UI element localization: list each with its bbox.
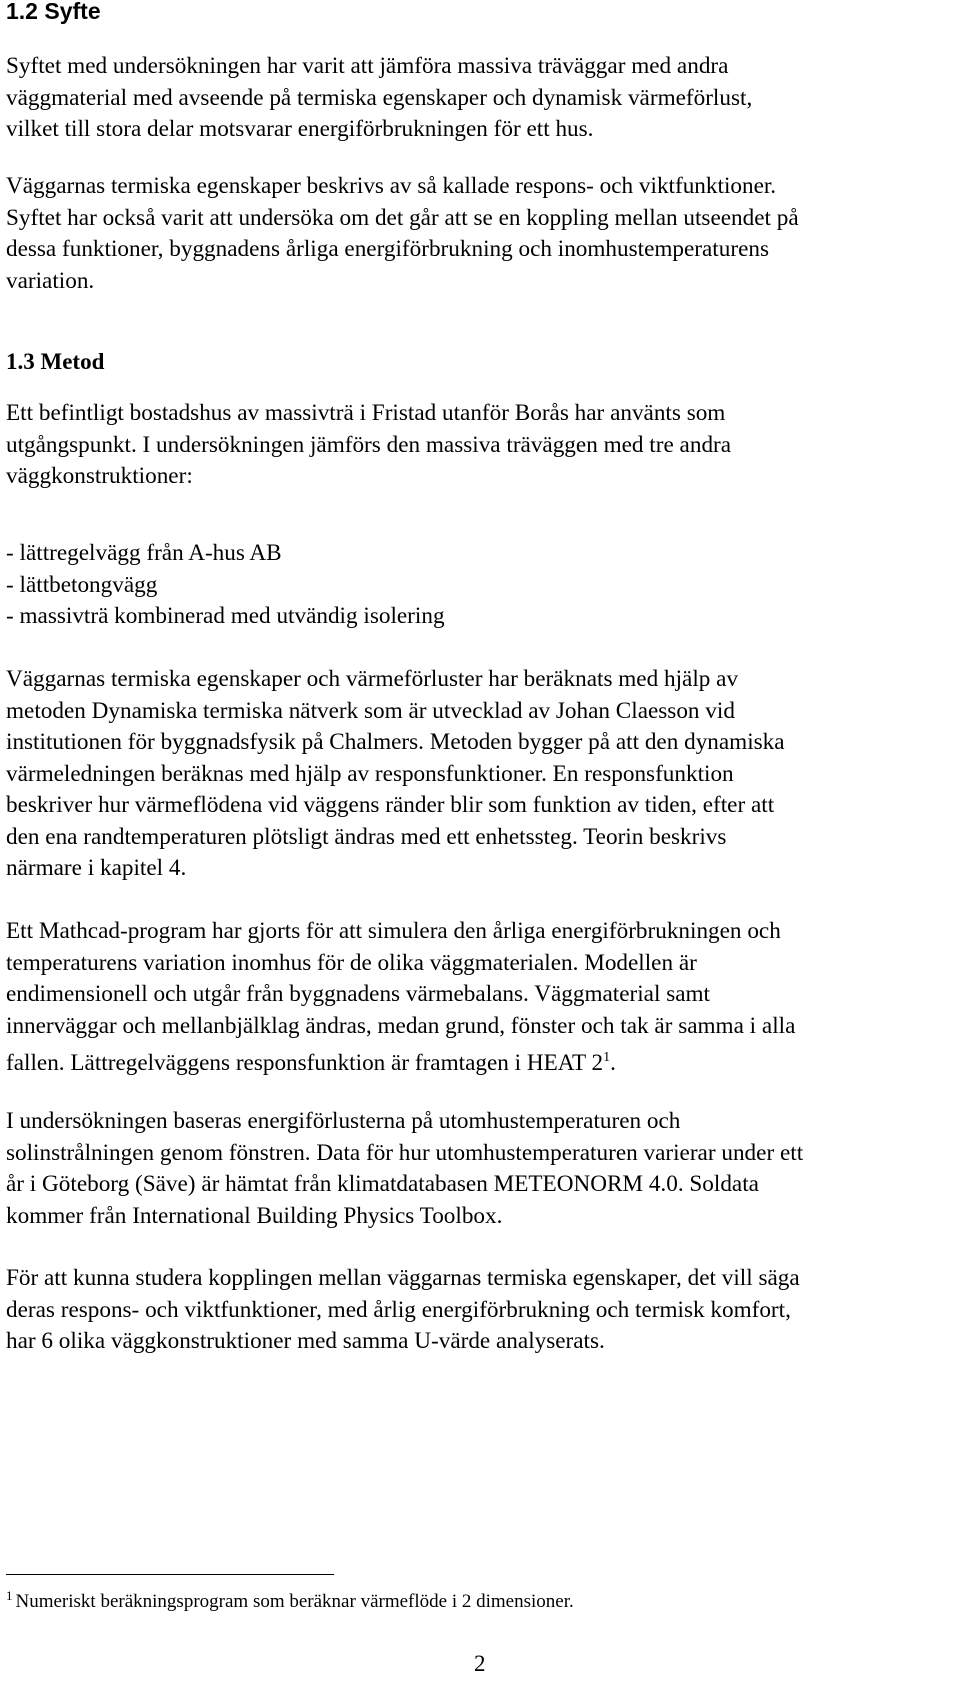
text-line: har 6 olika väggkonstruktioner med samma U-värde analyserats. <box>6 1328 605 1354</box>
section-heading-metod: 1.3 Metod <box>6 349 105 374</box>
footnote <box>6 1584 574 1614</box>
paragraph-metod-5 <box>6 1263 954 1358</box>
footnote-text: Numeriskt beräkningsprogram som beräknar värmeflöde i 2 dimensioner. <box>15 1591 574 1612</box>
footnote-separator <box>6 1574 334 1575</box>
text-line: Ett Mathcad-program har gjorts för att simulera den årliga energiförbrukningen och <box>6 918 781 944</box>
text-line: år i Göteborg (Säve) är hämtat från klimatdatabasen METEONORM 4.0. Soldata <box>6 1171 759 1197</box>
list-item: - massivträ kombinerad med utvändig isolering <box>6 603 445 629</box>
text-line <box>6 1042 954 1074</box>
paragraph-metod-2 <box>6 664 954 885</box>
list-item: - lättbetongvägg <box>6 571 158 598</box>
text-line: Väggarnas termiska egenskaper och värmeförluster har beräknats med hjälp av <box>6 666 739 692</box>
footnote-marker: 1 <box>6 1588 13 1603</box>
text-line: närmare i kapitel 4. <box>6 855 187 881</box>
text-line: variation. <box>6 267 95 294</box>
text-fragment: fallen. Lättregelväggens responsfunktion är framtagen i HEAT 2 <box>6 1050 604 1076</box>
text-line: I undersökningen baseras energiförlusterna på utomhustemperaturen och <box>6 1108 681 1134</box>
text-line: väggkonstruktioner: <box>6 463 193 489</box>
paragraph-syfte-1 <box>6 51 954 146</box>
paragraph-syfte-2 <box>6 171 954 297</box>
text-line: värmeledningen beräknas med hjälp av responsfunktioner. En responsfunktion <box>6 760 734 787</box>
paragraph-metod-3 <box>6 916 954 1074</box>
text-line: Ett befintligt bostadshus av massivträ i Fristad utanför Borås har använts som <box>6 400 726 426</box>
text-line: Syftet med undersökningen har varit att jämföra massiva träväggar med andra <box>6 53 729 79</box>
text-line: deras respons- och viktfunktioner, med årlig energiförbrukning och termisk komfort, <box>6 1296 791 1323</box>
text-line: beskriver hur värmeflödena vid väggens ränder blir som funktion av tiden, efter att <box>6 792 775 818</box>
text-line: vilket till stora delar motsvarar energiförbrukningen för ett hus. <box>6 116 594 142</box>
text-line: institutionen för byggnadsfysik på Chalmers. Metoden bygger på att den dynamiska <box>6 729 785 755</box>
text-line: Syftet har också varit att undersöka om det går att se en koppling mellan utseendet på <box>6 204 799 231</box>
footnote-reference[interactable]: 1 <box>603 1050 611 1065</box>
text-line: För att kunna studera kopplingen mellan väggarnas termiska egenskaper, det vill säga <box>6 1265 800 1291</box>
text-fragment: . <box>610 1050 616 1076</box>
text-line: dessa funktioner, byggnadens årliga energiförbrukning och inomhustemperaturens <box>6 236 769 262</box>
text-line: endimensionell och utgår från byggnadens värmebalans. Väggmaterial samt <box>6 981 710 1007</box>
wall-type-list <box>6 538 954 633</box>
page-number: 2 <box>474 1651 486 1676</box>
text-line: metoden Dynamiska termiska nätverk som är utvecklad av Johan Claesson vid <box>6 697 735 724</box>
text-line: innerväggar och mellanbjälklag ändras, medan grund, fönster och tak är samma i alla <box>6 1012 796 1039</box>
section-heading-syfte: 1.2 Syfte <box>6 0 101 24</box>
list-item: - lättregelvägg från A-hus AB <box>6 540 282 566</box>
text-line: Väggarnas termiska egenskaper beskrivs av så kallade respons- och viktfunktioner. <box>6 173 777 199</box>
text-line: kommer från International Building Physics Toolbox. <box>6 1202 503 1229</box>
text-line: utgångspunkt. I undersökningen jämförs den massiva träväggen med tre andra <box>6 431 732 458</box>
text-line: solinstrålningen genom fönstren. Data för hur utomhustemperaturen varierar under ett <box>6 1139 804 1166</box>
text-line: temperaturens variation inomhus för de olika väggmaterialen. Modellen är <box>6 949 697 976</box>
paragraph-metod-1 <box>6 398 954 493</box>
paragraph-metod-4 <box>6 1106 954 1232</box>
text-line: väggmaterial med avseende på termiska egenskaper och dynamisk värmeförlust, <box>6 84 753 111</box>
text-line: den ena randtemperaturen plötsligt ändras med ett enhetssteg. Teorin beskrivs <box>6 823 727 850</box>
